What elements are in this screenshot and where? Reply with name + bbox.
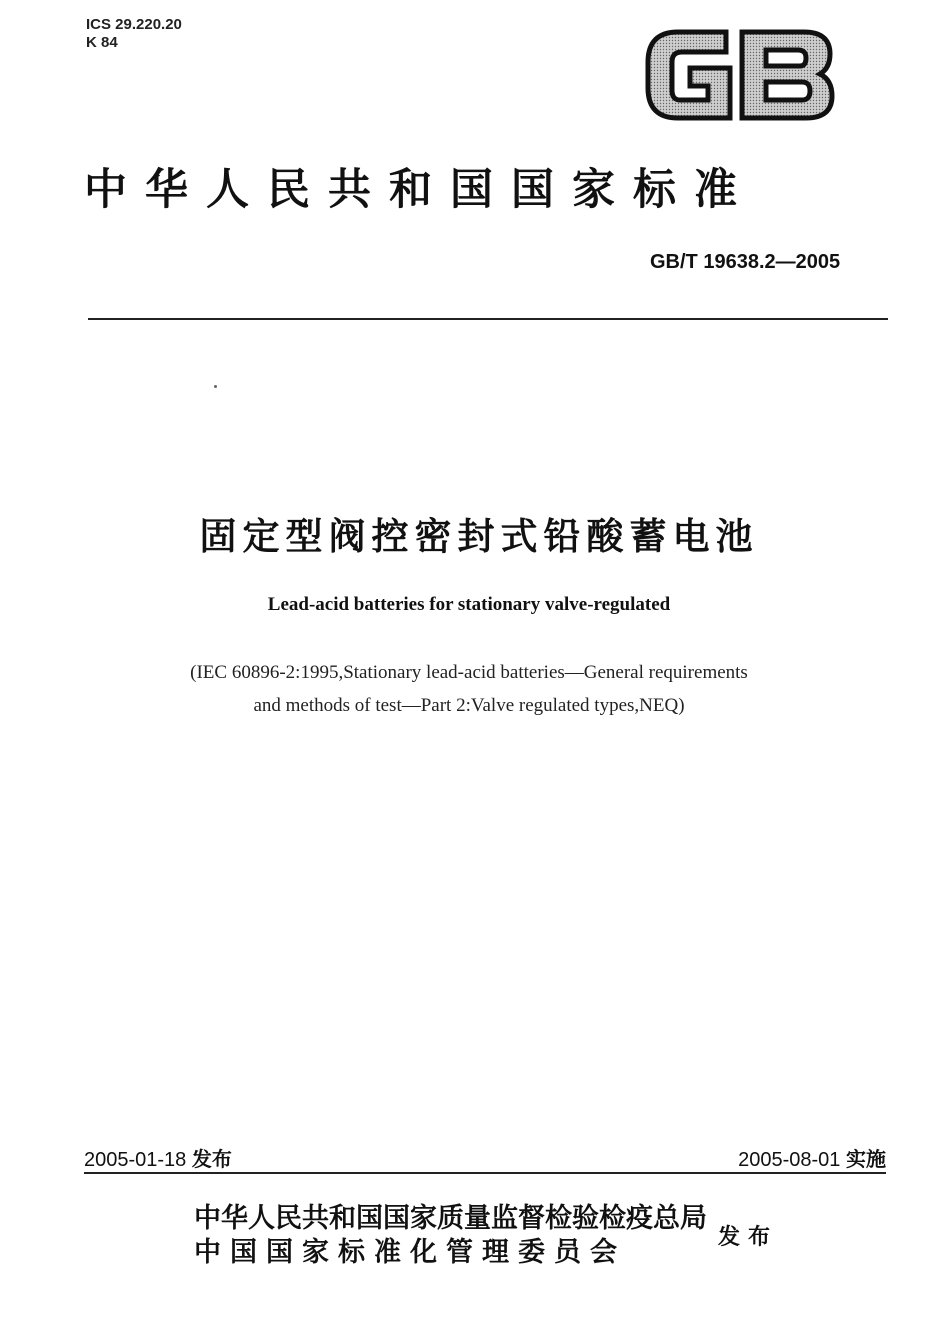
publisher-line-2: 中国国家标准化管理委员会 (194, 1237, 626, 1268)
reference-line-1: (IEC 60896-2:1995,Stationary lead-acid batteries—General requirements (190, 662, 748, 683)
document-chinese-title: 固定型阀控密封式铅酸蓄电池 (199, 515, 759, 558)
document-english-title: Lead-acid batteries for stationary valve-regulated (267, 594, 671, 615)
class-code: K 84 (86, 34, 118, 51)
issue-date-block (84, 1143, 232, 1172)
standard-code: GB/T 19638.2—2005 (650, 251, 841, 273)
effective-date-block (738, 1143, 886, 1172)
effective-date: 2005-08-01 (738, 1149, 841, 1171)
classification-codes (86, 16, 182, 52)
bottom-divider (84, 1172, 886, 1174)
top-divider (88, 318, 888, 320)
gb-logo (638, 24, 838, 126)
issue-date: 2005-01-18 (84, 1149, 187, 1171)
effective-label: 实施 (846, 1147, 886, 1171)
publisher-line-1: 中华人民共和国国家质量监督检验检疫总局 (194, 1203, 707, 1234)
scan-speck (214, 385, 217, 388)
publisher-block (194, 1202, 707, 1270)
issue-label: 发布 (191, 1147, 232, 1171)
publish-action: 发布 (718, 1225, 779, 1250)
ics-code: ICS 29.220.20 (86, 16, 182, 33)
reference-standard (0, 656, 938, 722)
standard-type-title: 中华人民共和国国家标准 (84, 165, 755, 215)
reference-line-2: and methods of test—Part 2:Valve regulated types,NEQ) (253, 695, 685, 716)
